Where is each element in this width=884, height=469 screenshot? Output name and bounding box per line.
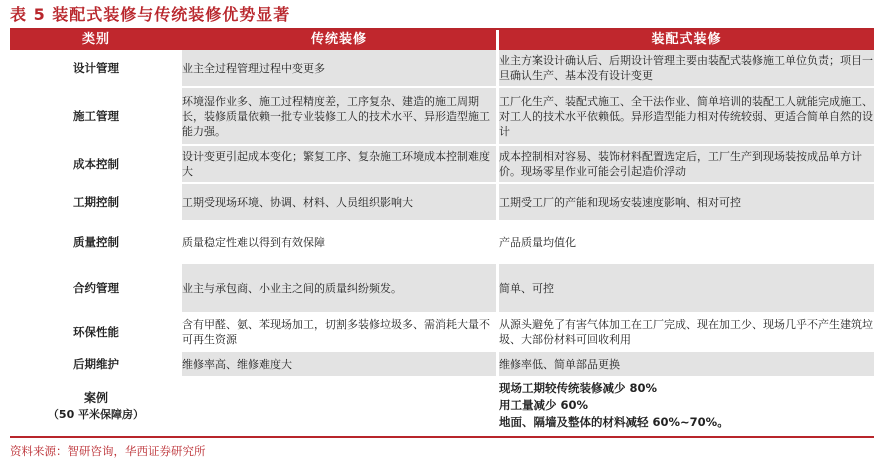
category-cell: 后期维护 (73, 357, 119, 371)
prefab-cell: 工厂化生产、装配式施工、全干法作业、简单培训的装配工人就能完成施工、对工人的技术水平依赖低。异形造型能力相对传统较弱、更适合简单自然的设计 (499, 88, 874, 144)
bottom-rule (10, 436, 874, 438)
table-row (10, 222, 874, 262)
prefab-cell: 业主方案设计确认后、后期设计管理主要由装配式装修施工单位负责；项目一旦确认生产、基本没有设计变更 (499, 50, 874, 86)
traditional-cell: 含有甲醛、氨、苯现场加工，切割多装修垃圾多、需消耗大量不可再生资源 (182, 314, 496, 350)
case-result-cell (499, 378, 874, 432)
category-cell: 工期控制 (73, 195, 119, 209)
table-title: 表 5 装配式装修与传统装修优势显著 (10, 5, 291, 24)
table-row (10, 352, 874, 376)
category-cell: 施工管理 (73, 109, 119, 123)
traditional-cell: 业主全过程管理过程中变更多 (182, 50, 496, 86)
table-row (10, 88, 874, 144)
traditional-cell: 工期受现场环境、协调、材料、人员组织影响大 (182, 184, 496, 220)
source-note: 资料来源：智研咨询，华西证券研究所 (10, 444, 206, 458)
prefab-cell: 简单、可控 (499, 264, 874, 312)
prefab-cell: 工期受工厂的产能和现场安装速度影响、相对可控 (499, 184, 874, 220)
table-row (10, 184, 874, 220)
case-result-line: 现场工期较传统装修减少 80% (499, 380, 658, 395)
header-row (10, 30, 874, 50)
case-category-cell (10, 378, 182, 432)
category-cell: 环保性能 (73, 325, 119, 339)
prefab-cell: 产品质量均值化 (499, 222, 874, 262)
case-label: 案例 (83, 390, 108, 405)
prefab-cell: 维修率低、简单部品更换 (499, 352, 874, 376)
header-prefab: 装配式装修 (499, 30, 874, 50)
table-row (10, 50, 874, 86)
case-traditional-cell (182, 378, 496, 432)
category-cell: 质量控制 (73, 235, 119, 249)
traditional-cell: 设计变更引起成本变化；繁复工序、复杂施工环境成本控制难度大 (182, 146, 496, 182)
header-category: 类别 (10, 30, 182, 50)
table-row (10, 314, 874, 350)
traditional-cell: 环境湿作业多、施工过程精度差，工序复杂、建造的施工周期长，装修质量依赖一批专业装修工人的技术水平、异形造型施工能力强。 (182, 88, 496, 144)
traditional-cell: 业主与承包商、小业主之间的质量纠纷频发。 (182, 264, 496, 312)
comparison-table (10, 30, 874, 432)
traditional-cell: 质量稳定性难以得到有效保障 (182, 222, 496, 262)
case-result-line: 用工量减少 60% (499, 397, 589, 412)
category-cell: 成本控制 (73, 157, 119, 171)
category-cell: 设计管理 (73, 61, 119, 75)
case-row (10, 378, 874, 432)
prefab-cell: 成本控制相对容易、装饰材料配置选定后，工厂生产到现场装按成品单方计价。现场零星作业可能会引起造价浮动 (499, 146, 874, 182)
table-row (10, 146, 874, 182)
table-row (10, 264, 874, 312)
header-traditional: 传统装修 (182, 30, 496, 50)
traditional-cell: 维修率高、维修难度大 (182, 352, 496, 376)
case-result-line: 地面、隔墙及整体的材料减轻 60%~70%。 (499, 414, 729, 429)
prefab-cell: 从源头避免了有害气体加工在工厂完成、现在加工少、现场几乎不产生建筑垃圾、大部份材料可回收利用 (499, 314, 874, 350)
case-sublabel: （50 平米保障房） (47, 407, 145, 421)
category-cell: 合约管理 (73, 281, 119, 295)
